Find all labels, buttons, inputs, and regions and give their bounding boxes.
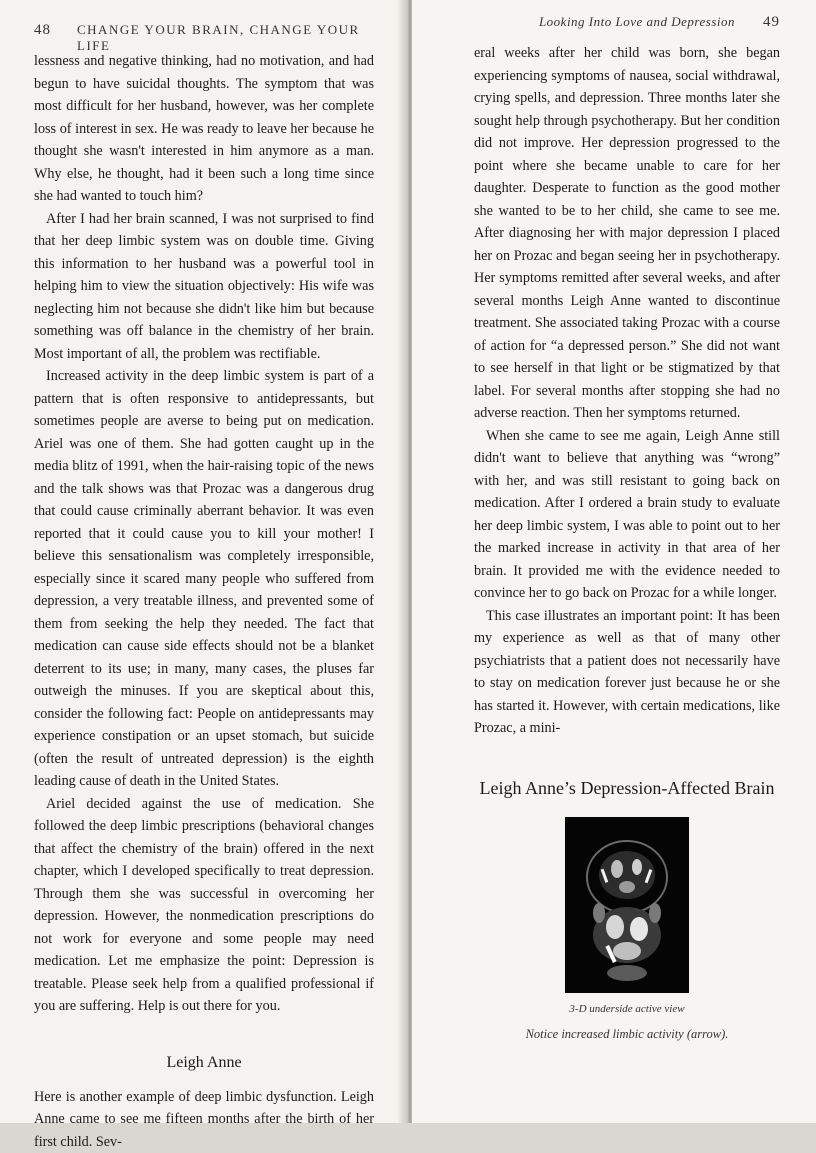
- paragraph: Here is another example of deep limbic dysfunction. Leigh Anne came to see me fifteen months after the birth of her first child. Sev-: [34, 1086, 374, 1153]
- section-subheading: Leigh Anne: [34, 1054, 374, 1072]
- page-number: 48: [34, 22, 51, 39]
- figure-caption-note: Notice increased limbic activity (arrow).: [474, 1027, 780, 1042]
- paragraph: After I had her brain scanned, I was not surprised to find that her deep limbic system was on double time. Giving this information to her husband was a powerful tool in helping him to view the situation objectively: His wife was neglecting him not because she didn't like him but because something was off balance in the chemistry of her brain. Most important of all, the problem was rectifiable.: [34, 208, 374, 366]
- running-head: [474, 14, 780, 34]
- running-head: [34, 22, 374, 42]
- figure: [474, 817, 780, 993]
- figure-heading: Leigh Anne’s Depression-Affected Brain: [474, 778, 780, 799]
- chapter-title-header: Looking Into Love and Depression: [474, 14, 735, 30]
- paragraph: When she came to see me again, Leigh Anne still didn't want to believe that anything was “wrong” with her, and was still resistant to going back on medication. After I ordered a brain study to evaluate her deep limbic system, I was able to point out to her the marked increase in activity in that area of her brain. It provided me with the evidence needed to convince her to go back on Prozac for a while longer.: [474, 425, 780, 605]
- paragraph: eral weeks after her child was born, she began experiencing symptoms of nausea, social withdrawal, crying spells, and depression. Three months later she sought help through psychotherapy. But her condition did not improve. Her depression progressed to the point where she became unable to care for her daughter. Desperate to function as the good mother she wanted to be to her child, she came to see me. After diagnosing her with major depression I placed her on Prozac and began seeing her in psychotherapy. Her symptoms remitted after several weeks, and after several months Leigh Anne wanted to discontinue treatment. She associated taking Prozac with a course of action for “a depressed person.” She did not want to see herself in that light or be stigmatized by that label. For several months after stopping she had no adverse reaction. Then her symptoms returned.: [474, 42, 780, 425]
- page-number: 49: [763, 14, 780, 31]
- paragraph: Increased activity in the deep limbic system is part of a pattern that is often responsive to antidepressants, but sometimes people are averse to being put on medication. Ariel was one of them. She had gotten caught up in the media blitz of 1991, when the hair-raising topic of the news and the talk shows was that Prozac was a dangerous drug that could cause criminally aberrant behavior. It was even reported that it could cause you to kill your mother! I believe this sensationalism was completely irresponsible, especially since it scared many people who suffered from depression, a very treatable illness, and prevented some of them from seeking the help they needed. The fact that medication can cause side effects should not be a blanket deterrent to its use; in many, many cases, the pluses far outweigh the minuses. If you are skeptical about this, consider the following fact: People on antidepressants may experience constipation or an upset stomach, but suicide (often the result of untreated depression) is the eighth leading cause of death in the United States.: [34, 365, 374, 793]
- brain-scan-image: [565, 817, 689, 993]
- paragraph: This case illustrates an important point: It has been my experience as well as that of many other psychiatrists that a patient does not necessarily have to stay on medication forever just because he or she has started it. However, with certain medications, like Prozac, a mini-: [474, 605, 780, 740]
- right-page: [412, 0, 816, 1123]
- paragraph: lessness and negative thinking, had no motivation, and had begun to have suicidal thoughts. The symptom that was most difficult for her husband, however, was her complete loss of interest in sex. He was ready to leave her because he thought she wasn't interested in him anymore as a man. Why else, he thought, had it been such a long time since she had wanted to touch him?: [34, 50, 374, 208]
- figure-caption: 3-D underside active view: [474, 1003, 780, 1015]
- left-page: [0, 0, 408, 1123]
- book-title-header: CHANGE YOUR BRAIN, CHANGE YOUR LIFE: [77, 22, 374, 54]
- paragraph: Ariel decided against the use of medication. She followed the deep limbic prescriptions (behavioral changes that affect the chemistry of the brain) offered in the next chapter, which I developed specifically to treat depression. Through them she was successful in overcoming her depression. However, the nonmedication prescriptions do not work for everyone and some people may need medication. Let me emphasize the point: Depression is treatable. Please seek help from a qualified professional if you are suffering. Help is out there for you.: [34, 793, 374, 1018]
